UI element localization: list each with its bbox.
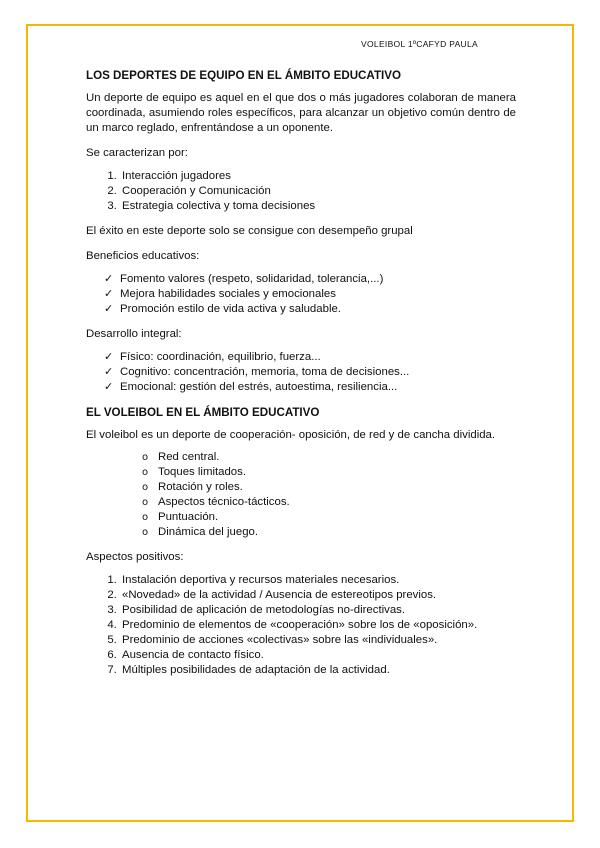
circle-bullet-icon: o [142,512,149,523]
list-item [142,510,516,525]
list-item [104,272,516,287]
success-statement: El éxito en este deporte solo se consigue con desempeño grupal [86,225,413,237]
list-item-text: Físico: coordinación, equilibrio, fuerza... [120,351,321,363]
list-item: 6. Ausencia de contacto físico. [120,648,516,663]
positives-list [86,573,516,678]
positives-label: Aspectos positivos: [86,551,184,563]
list-item-text: Fomento valores (respeto, solidaridad, tolerancia,...) [120,273,384,285]
list-item-text: Cognitivo: concentración, memoria, toma de decisiones... [120,366,410,378]
list-item: 7. Múltiples posibilidades de adaptación de la actividad. [120,663,516,678]
list-item [142,465,516,480]
benefits-list [86,272,516,317]
list-item-text: Dinámica del juego. [158,526,259,538]
list-item-text: Mejora habilidades sociales y emocionales [120,288,336,300]
development-list [86,350,516,395]
list-item: 4. Predominio de elementos de «cooperación» sobre los de «oposición». [120,618,516,633]
features-list [86,450,516,540]
checkmark-icon: ✓ [104,351,114,363]
list-item [104,365,516,380]
list-item [142,480,516,495]
list-item [104,380,516,395]
checkmark-icon: ✓ [104,288,114,300]
list-item [142,450,516,465]
list-item-text: Aspectos técnico-tácticos. [158,496,290,508]
list-item [104,302,516,317]
list-item: 3. Estrategia colectiva y toma decisiones [120,199,516,214]
document-body [86,68,516,688]
volleyball-definition: El voleibol es un deporte de cooperación- oposición, de red y de cancha dividida. [86,429,496,441]
list-item: 2. «Novedad» de la actividad / Ausencia de estereotipos previos. [120,588,516,603]
list-item-text: Toques limitados. [158,466,247,478]
team-sports-definition: Un deporte de equipo es aquel en el que dos o más jugadores colaboran de manera coordinada, asumiendo roles específicos, para alcanzar un objetivo común dentro de un marco reglado, enfrentándose a un oponente. [86,92,516,134]
list-item [104,287,516,302]
list-item-text: Puntuación. [158,511,219,523]
list-item [142,495,516,510]
document-header: VOLEIBOL 1ºCAFYD PAULA [361,39,478,49]
circle-bullet-icon: o [142,467,149,478]
characteristics-list [86,169,516,214]
benefits-label: Beneficios educativos: [86,250,200,262]
checkmark-icon: ✓ [104,366,114,378]
circle-bullet-icon: o [142,482,149,493]
list-item: 1. Interacción jugadores [120,169,516,184]
checkmark-icon: ✓ [104,273,114,285]
list-item-text: Rotación y roles. [158,481,243,493]
development-label: Desarrollo integral: [86,328,182,340]
list-item: 1. Instalación deportiva y recursos materiales necesarios. [120,573,516,588]
circle-bullet-icon: o [142,527,149,538]
circle-bullet-icon: o [142,452,149,463]
list-item [104,350,516,365]
characterized-label: Se caracterizan por: [86,147,188,159]
checkmark-icon: ✓ [104,381,114,393]
circle-bullet-icon: o [142,497,149,508]
list-item: 2. Cooperación y Comunicación [120,184,516,199]
list-item-text: Red central. [158,451,220,463]
section-title-team-sports: LOS DEPORTES DE EQUIPO EN EL ÁMBITO EDUCATIVO [86,69,402,82]
section-title-volleyball: EL VOLEIBOL EN EL ÁMBITO EDUCATIVO [86,406,320,419]
list-item [142,525,516,540]
list-item-text: Promoción estilo de vida activa y saludable. [120,303,341,315]
list-item: 5. Predominio de acciones «colectivas» sobre las «individuales». [120,633,516,648]
checkmark-icon: ✓ [104,303,114,315]
list-item-text: Emocional: gestión del estrés, autoestima, resiliencia... [120,381,398,393]
list-item: 3. Posibilidad de aplicación de metodologías no-directivas. [120,603,516,618]
